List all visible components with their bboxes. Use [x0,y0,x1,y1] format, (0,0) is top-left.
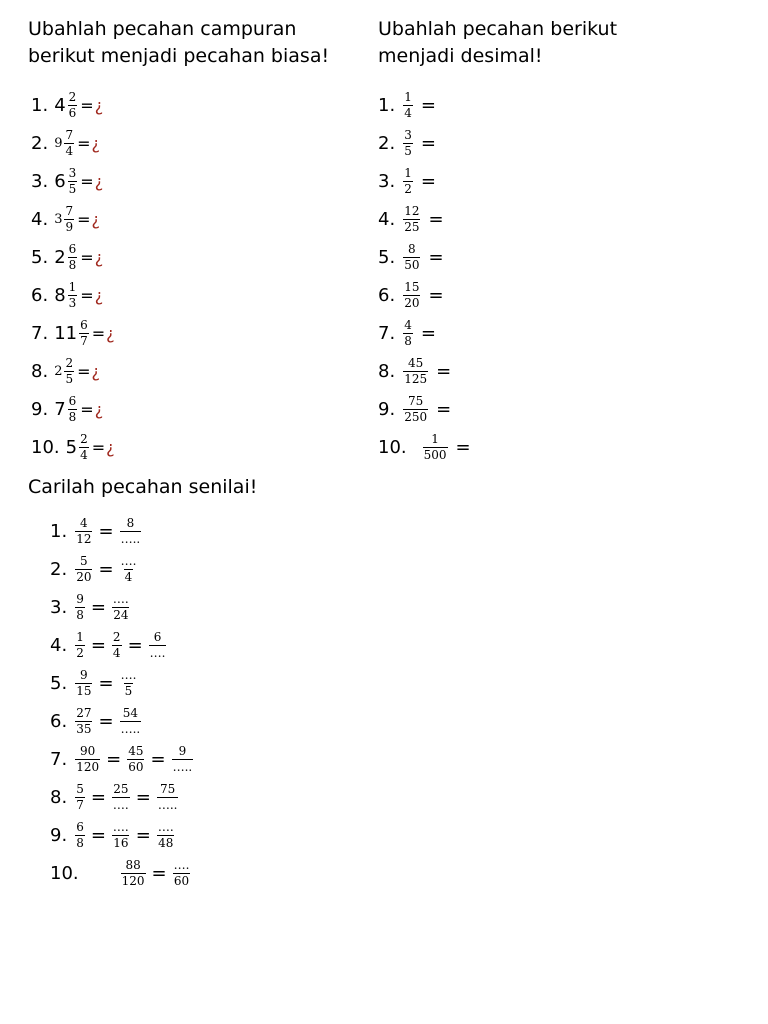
denominator: 7 [80,333,88,348]
numerator: 6 [153,629,162,644]
fraction [68,167,78,196]
answer-placeholder: ¿ [106,323,115,343]
denominator: 20 [404,295,420,310]
denominator: 60 [173,873,190,888]
numerator: 1 [76,629,84,644]
numerator: 4 [404,317,412,332]
denominator: 20 [76,569,92,584]
whole-number: 2 [54,246,66,268]
fraction [403,357,428,386]
denominator: ….. [172,759,193,774]
denominator: 4 [124,569,133,584]
equals-sign: = [80,247,94,267]
denominator: 5 [68,181,77,196]
numerator: 9 [178,743,187,758]
fraction [64,205,74,234]
item-number: 1. [50,520,68,542]
equals-sign: = [428,208,444,230]
denominator: 5 [404,143,412,158]
equals-sign: = [98,710,114,732]
denominator: 4 [112,645,121,660]
list-item [31,352,115,390]
equals-sign: = [90,634,106,656]
list-item [31,238,115,276]
equals-sign: = [80,95,94,115]
fraction [75,707,92,736]
numerator: 54 [122,705,139,720]
numerator: 12 [404,203,420,218]
numerator: 7 [65,203,74,218]
denominator: 120 [121,873,145,888]
list-item [378,428,475,466]
answer-placeholder: ¿ [94,171,104,191]
fraction [403,91,413,120]
numerator: 8 [408,241,416,256]
equals-sign: = [135,824,151,846]
equals-sign: = [90,786,106,808]
fraction [64,129,74,158]
whole-number: 6 [54,170,66,192]
fraction [112,631,122,660]
denominator: 25 [404,219,420,234]
item-number: 10. [31,436,60,458]
fraction [403,167,413,196]
denominator: ….. [157,797,178,812]
numerator: 27 [76,705,92,720]
whole-number: 4 [54,94,66,116]
numerator: 8 [126,515,135,530]
list-item [378,314,475,352]
list-item [31,390,115,428]
equals-sign: = [77,209,91,229]
fraction [172,745,194,774]
denominator: 8 [68,409,77,424]
equivalent-fraction-list [50,512,195,892]
item-number: 7. [378,322,396,344]
denominator: ….. [120,531,141,546]
fraction [112,593,130,622]
answer-placeholder: ¿ [91,133,101,153]
whole-number: 11 [54,322,78,344]
item-number: 10. [50,862,79,884]
numerator: …. [157,819,174,834]
equals-sign: = [106,748,122,770]
whole-number: 2 [54,363,63,379]
equals-sign: = [98,558,114,580]
equals-sign: = [150,748,166,770]
list-item [378,162,475,200]
numerator: 5 [76,781,84,796]
list-item [378,238,475,276]
denominator: 500 [423,447,447,462]
denominator: 9 [65,219,74,234]
denominator: 24 [113,607,129,622]
numerator: 45 [408,355,424,370]
numerator: 2 [80,431,88,446]
item-number: 1. [378,94,396,116]
list-item [378,86,475,124]
fraction [68,243,78,272]
item-number: 4. [378,208,396,230]
numerator: 3 [68,165,77,180]
fraction [75,669,92,698]
item-number: 4. [31,208,49,230]
list-item [31,162,115,200]
section2-title-line2: menjadi desimal! [378,45,543,67]
equals-sign: = [80,285,94,305]
denominator: 120 [76,759,100,774]
list-item [31,276,115,314]
denominator: …. [112,797,129,812]
equals-sign: = [127,634,143,656]
numerator: 1 [404,89,412,104]
numerator: 2 [68,89,77,104]
whole-number: 8 [54,284,66,306]
numerator: 9 [80,667,88,682]
item-number: 8. [378,360,396,382]
equals-sign: = [420,322,436,344]
item-number: 7. [31,322,49,344]
numerator: 75 [160,781,176,796]
answer-placeholder: ¿ [94,285,104,305]
equals-sign: = [420,94,436,116]
item-number: 8. [31,360,49,382]
equals-sign: = [428,246,444,268]
numerator: 15 [404,279,420,294]
fraction [75,821,85,850]
numerator: 6 [80,317,88,332]
fraction [403,129,413,158]
numerator: 45 [128,743,144,758]
equals-sign: = [80,399,94,419]
item-number: 5. [50,672,68,694]
fraction [120,517,142,546]
denominator: 15 [76,683,92,698]
answer-placeholder: ¿ [94,247,104,267]
list-item [50,664,195,702]
numerator: 6 [76,819,84,834]
denominator: 2 [404,181,412,196]
numerator: 1 [404,165,412,180]
numerator: 5 [80,553,88,568]
denominator: 5 [124,683,133,698]
denominator: 4 [80,447,88,462]
list-item [50,778,195,816]
fraction [75,517,92,546]
decimal-fraction-list [378,86,475,466]
numerator: 2 [112,629,121,644]
denominator: 5 [65,371,74,386]
denominator: 3 [68,295,77,310]
numerator: …. [120,553,137,568]
fraction [403,205,420,234]
list-item [50,588,195,626]
fraction [423,433,448,462]
answer-placeholder: ¿ [91,209,101,229]
list-item [31,86,115,124]
item-number: 3. [378,170,396,192]
numerator: 6 [68,241,77,256]
fraction [403,281,420,310]
answer-placeholder: ¿ [94,399,104,419]
item-number: 5. [31,246,49,268]
denominator: 6 [68,105,77,120]
item-number: 3. [31,170,49,192]
section1-title [28,16,329,70]
list-item [378,390,475,428]
list-item [378,352,475,390]
list-item [50,626,195,664]
section1-title-line1: Ubahlah pecahan campuran [28,18,297,40]
equals-sign: = [420,132,436,154]
numerator: 9 [76,591,84,606]
fraction [403,243,420,272]
denominator: 4 [404,105,412,120]
numerator: 90 [80,743,96,758]
fraction [112,783,130,812]
denominator: 8 [404,333,412,348]
numerator: …. [112,591,129,606]
answer-placeholder: ¿ [106,437,115,457]
list-item [378,124,475,162]
denominator: 8 [76,835,84,850]
fraction [157,783,179,812]
equals-sign: = [135,786,151,808]
fraction [64,357,74,386]
numerator: …. [120,667,137,682]
item-number: 6. [378,284,396,306]
numerator: 3 [404,127,412,142]
denominator: 35 [76,721,92,736]
equals-sign: = [420,170,436,192]
fraction [68,395,78,424]
equals-sign: = [98,672,114,694]
whole-number: 5 [65,436,78,458]
list-item [50,512,195,550]
whole-number: 3 [54,211,63,227]
fraction [75,593,85,622]
item-number: 9. [31,398,49,420]
list-item [50,854,195,892]
list-item [50,702,195,740]
item-number: 3. [50,596,68,618]
equals-sign: = [436,398,452,420]
whole-number: 9 [54,135,63,151]
denominator: 48 [158,835,174,850]
denominator: 4 [65,143,74,158]
fraction [79,319,89,348]
whole-number: 7 [54,398,66,420]
answer-placeholder: ¿ [91,361,101,381]
denominator: 60 [128,759,144,774]
fraction [75,783,85,812]
section2-title [378,16,617,70]
fraction [403,395,428,424]
numerator: …. [112,819,129,834]
fraction [75,631,85,660]
equals-sign: = [455,436,471,458]
fraction [173,859,191,888]
fraction [157,821,175,850]
denominator: 250 [404,409,428,424]
fraction [75,745,100,774]
fraction [68,91,78,120]
equals-sign: = [77,361,91,381]
fraction [403,319,413,348]
list-item [31,428,115,466]
list-item [378,276,475,314]
list-item [378,200,475,238]
denominator: …. [149,645,166,660]
list-item [31,314,115,352]
equals-sign: = [91,437,106,457]
list-item [50,550,195,588]
denominator: 50 [404,257,420,272]
fraction [149,631,167,660]
item-number: 10. [378,436,407,458]
denominator: ….. [120,721,141,736]
equals-sign: = [80,171,94,191]
item-number: 5. [378,246,396,268]
section3-title: Carilah pecahan senilai! [28,476,258,498]
item-number: 2. [31,132,49,154]
fraction [121,859,146,888]
item-number: 4. [50,634,68,656]
fraction [127,745,144,774]
numerator: 7 [65,127,74,142]
item-number: 9. [50,824,68,846]
item-number: 8. [50,786,68,808]
equals-sign: = [77,133,91,153]
denominator: 16 [113,835,129,850]
denominator: 12 [76,531,92,546]
equals-sign: = [151,862,167,884]
fraction [120,669,138,698]
numerator: 75 [408,393,424,408]
section1-title-line2: berikut menjadi pecahan biasa! [28,45,330,67]
denominator: 2 [76,645,84,660]
fraction [120,707,142,736]
numerator: 88 [125,857,141,872]
numerator: 1 [68,279,77,294]
fraction [75,555,92,584]
equals-sign: = [98,520,114,542]
list-item [31,200,115,238]
list-item [50,816,195,854]
equals-sign: = [428,284,444,306]
item-number: 6. [50,710,68,732]
answer-placeholder: ¿ [94,95,104,115]
numerator: 6 [68,393,77,408]
numerator: 2 [65,355,74,370]
numerator: 4 [80,515,88,530]
denominator: 8 [68,257,77,272]
item-number: 2. [50,558,68,580]
item-number: 1. [31,94,49,116]
list-item [50,740,195,778]
numerator: …. [173,857,190,872]
item-number: 2. [378,132,396,154]
section2-title-line1: Ubahlah pecahan berikut [378,18,618,40]
equals-sign: = [91,323,106,343]
fraction [120,555,138,584]
item-number: 7. [50,748,68,770]
item-number: 6. [31,284,49,306]
equals-sign: = [90,596,106,618]
equals-sign: = [436,360,452,382]
fraction [79,433,89,462]
denominator: 8 [76,607,84,622]
fraction [68,281,78,310]
list-item [31,124,115,162]
numerator: 1 [431,431,439,446]
equals-sign: = [90,824,106,846]
denominator: 125 [404,371,428,386]
item-number: 9. [378,398,396,420]
numerator: 25 [113,781,129,796]
denominator: 7 [76,797,84,812]
mixed-fraction-list [31,86,115,466]
fraction [112,821,130,850]
